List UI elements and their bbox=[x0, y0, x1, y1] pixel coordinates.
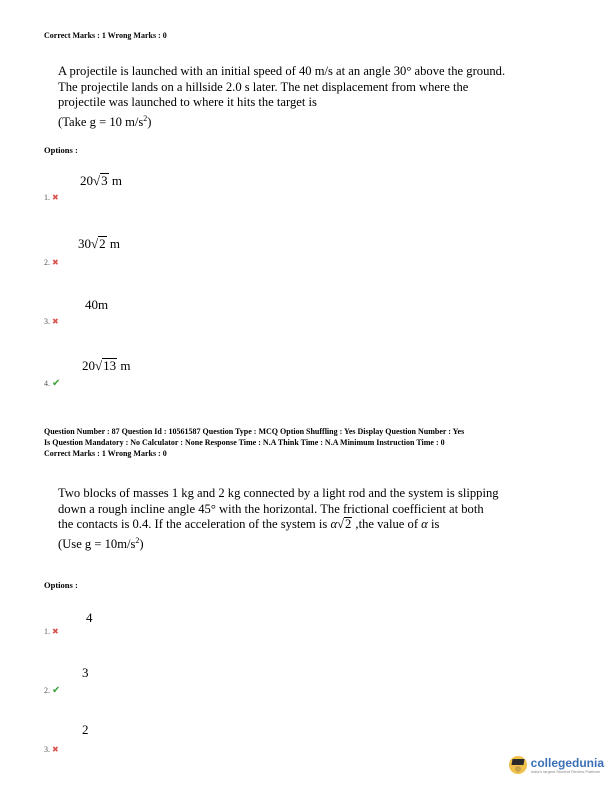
q1-option-1[interactable]: 1. ✖ bbox=[44, 193, 59, 202]
cross-icon: ✖ bbox=[52, 745, 59, 754]
graduation-cap-icon bbox=[509, 756, 527, 774]
q1-option-2-text: 30√2 m bbox=[78, 236, 121, 251]
q1-question-text bbox=[58, 64, 536, 130]
q2-line-3: the contacts is 0.4. If the acceleration of the system is α√2 ,the value of α is bbox=[58, 517, 440, 531]
q2-line-2: down a rough incline angle 45° with the horizontal. The frictional coefficient at both bbox=[58, 501, 484, 516]
logo-name: collegedunia bbox=[530, 755, 604, 770]
cross-icon: ✖ bbox=[52, 258, 59, 267]
q1-marks: Correct Marks : 1 Wrong Marks : 0 bbox=[44, 31, 167, 40]
q1-options-label: Options : bbox=[44, 145, 78, 155]
cross-icon: ✖ bbox=[52, 317, 59, 326]
q1-option-2[interactable]: 2. ✖ bbox=[44, 258, 59, 267]
collegedunia-logo bbox=[509, 756, 604, 774]
q1-line-3: projectile was launched to where it hits the target is bbox=[58, 95, 317, 109]
q1-option-4-text: 20√13 m bbox=[82, 358, 131, 373]
q1-take-g: (Take g = 10 $m/s^2$) bbox=[58, 113, 152, 129]
check-icon: ✔ bbox=[52, 378, 61, 389]
q2-option-1-text: 4 bbox=[86, 610, 93, 625]
q2-option-3-text: 2 bbox=[82, 722, 89, 737]
q2-header-line-1: Question Number : 87 Question Id : 10561587 Question Type : MCQ Option Shuffling : Yes Display Question Number : Yes bbox=[44, 427, 465, 436]
q2-line-1: Two blocks of masses 1 kg and 2 kg connected by a light rod and the system is slipping bbox=[58, 486, 499, 500]
q1-option-1-text: 20√3 m bbox=[80, 173, 123, 188]
q1-line-2: The projectile lands on a hillside 2.0 s later. The net displacement from where the bbox=[58, 79, 469, 94]
q2-use-g: (Use $g = 10m/s^2$) bbox=[58, 535, 144, 551]
q1-option-4[interactable]: 4. ✔ bbox=[44, 378, 61, 389]
cross-icon: ✖ bbox=[52, 627, 59, 636]
q2-option-2-text: 3 bbox=[82, 665, 89, 680]
logo-tagline: India's largest Student Review Platform bbox=[530, 768, 601, 774]
q2-header bbox=[44, 426, 464, 459]
q1-line-1: A projectile is launched with an initial speed of 40 m/s at an angle 30° above the ground. bbox=[58, 64, 506, 78]
q2-option-2[interactable]: 2. ✔ bbox=[44, 685, 61, 696]
q2-question-text bbox=[58, 486, 536, 552]
q1-option-3[interactable]: 3. ✖ bbox=[44, 317, 59, 326]
cross-icon: ✖ bbox=[52, 193, 59, 202]
q2-marks: Correct Marks : 1 Wrong Marks : 0 bbox=[44, 449, 167, 458]
q2-header-line-2: Is Question Mandatory : No Calculator : None Response Time : N.A Think Time : N.A Minimum Instruction Time : 0 bbox=[44, 438, 445, 447]
check-icon: ✔ bbox=[52, 685, 61, 696]
q2-option-1[interactable]: 1. ✖ bbox=[44, 627, 59, 636]
q1-option-3-text: 40m bbox=[85, 297, 109, 312]
q2-option-3[interactable]: 3. ✖ bbox=[44, 745, 59, 754]
q2-options-label: Options : bbox=[44, 580, 78, 590]
